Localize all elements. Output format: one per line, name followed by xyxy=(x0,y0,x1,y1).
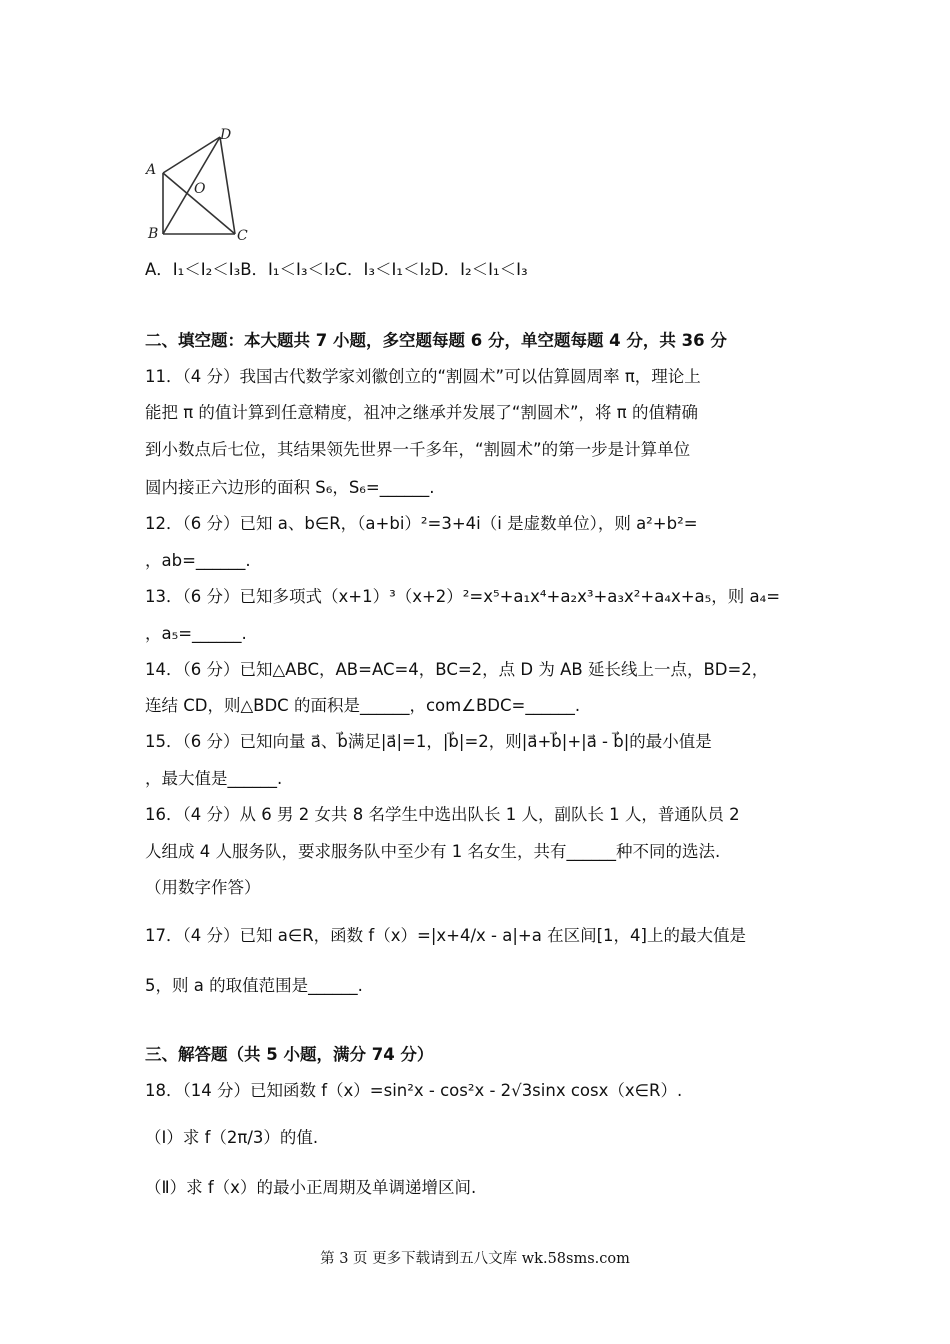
q13-line-1: 13．（6 分）已知多项式（x+1）³（x+2）²=x⁵+a₁x⁴+a₂x³+a₃x²+a₄x+a₅，则 a₄= xyxy=(145,587,781,606)
q11-line-3: 到小数点后七位，其结果领先世界一千多年，“割圆术”的第一步是计算单位 xyxy=(145,440,691,459)
section-title-solve: 三、解答题（共 5 小题，满分 74 分） xyxy=(145,1045,434,1064)
q17-line-1: 17．（4 分）已知 a∈R，函数 f（x）=|x+4/x - a|+a 在区间[1，4]上的最大值是 xyxy=(145,926,746,945)
diagonal-bd xyxy=(163,137,220,234)
label-c: C xyxy=(237,228,248,244)
q12-line-2: ，ab=______. xyxy=(145,551,251,570)
q13-line-2: ，a₅=______. xyxy=(145,624,247,643)
q12-line-1: 12．（6 分）已知 a、b∈R，（a+bi）²=3+4i（i 是虚数单位），则 a²+b²= xyxy=(145,514,698,533)
section-title-fill-blank: 二、填空题：本大题共 7 小题，多空题每题 6 分，单空题每题 4 分，共 36 分 xyxy=(145,331,727,350)
q18-part-1: （Ⅰ）求 f（2π/3）的值. xyxy=(145,1128,319,1147)
q11-line-2: 能把 π 的值计算到任意精度，祖冲之继承并发展了“割圆术”，将 π 的值精确 xyxy=(145,403,698,422)
q14-line-1: 14．（6 分）已知△ABC，AB=AC=4，BC=2，点 D 为 AB 延长线上一点，BD=2， xyxy=(145,660,769,679)
page-footer: 第 3 页 更多下载请到五八文库 wk.58sms.com xyxy=(320,1251,630,1267)
label-b: B xyxy=(148,226,159,242)
q15-line-2: ，最大值是______. xyxy=(145,769,283,788)
q16-line-3: （用数字作答） xyxy=(145,878,261,897)
q17-line-2: 5，则 a 的取值范围是______. xyxy=(145,976,363,995)
q14-line-2: 连结 CD，则△BDC 的面积是______，com∠BDC=______. xyxy=(145,696,581,715)
q16-line-1: 16．（4 分）从 6 男 2 女共 8 名学生中选出队长 1 人，副队长 1 人，普通队员 2 xyxy=(145,805,740,824)
edge-dc xyxy=(220,137,235,234)
q18-stem: 18．（14 分）已知函数 f（x）=sin²x - cos²x - 2√3sinx cosx（x∈R）. xyxy=(145,1081,683,1100)
edge-ad xyxy=(163,137,220,173)
q11-line-4: 圆内接正六边形的面积 S₆，S₆=______. xyxy=(145,478,435,497)
geometry-figure xyxy=(140,125,270,245)
label-a: A xyxy=(146,162,157,178)
q16-line-2: 人组成 4 人服务队，要求服务队中至少有 1 名女生，共有______种不同的选法. xyxy=(145,842,721,861)
quadrilateral-diagram xyxy=(140,125,270,245)
label-d: D xyxy=(220,127,232,143)
q15-line-1: 15．（6 分）已知向量 a⃗、b⃗满足|a⃗|=1，|b⃗|=2，则|a⃗+b⃗|+|a⃗ - b⃗|的最小值是 xyxy=(145,732,712,751)
q11-line-1: 11．（4 分）我国古代数学家刘徽创立的“割圆术”可以估算圆周率 π，理论上 xyxy=(145,367,701,386)
answer-options: A．I₁＜I₂＜I₃B．I₁＜I₃＜I₂C．I₃＜I₁＜I₂D．I₂＜I₁＜I₃ xyxy=(145,260,528,279)
q18-part-2: （Ⅱ）求 f（x）的最小正周期及单调递增区间. xyxy=(145,1178,477,1197)
label-o: O xyxy=(194,181,206,197)
